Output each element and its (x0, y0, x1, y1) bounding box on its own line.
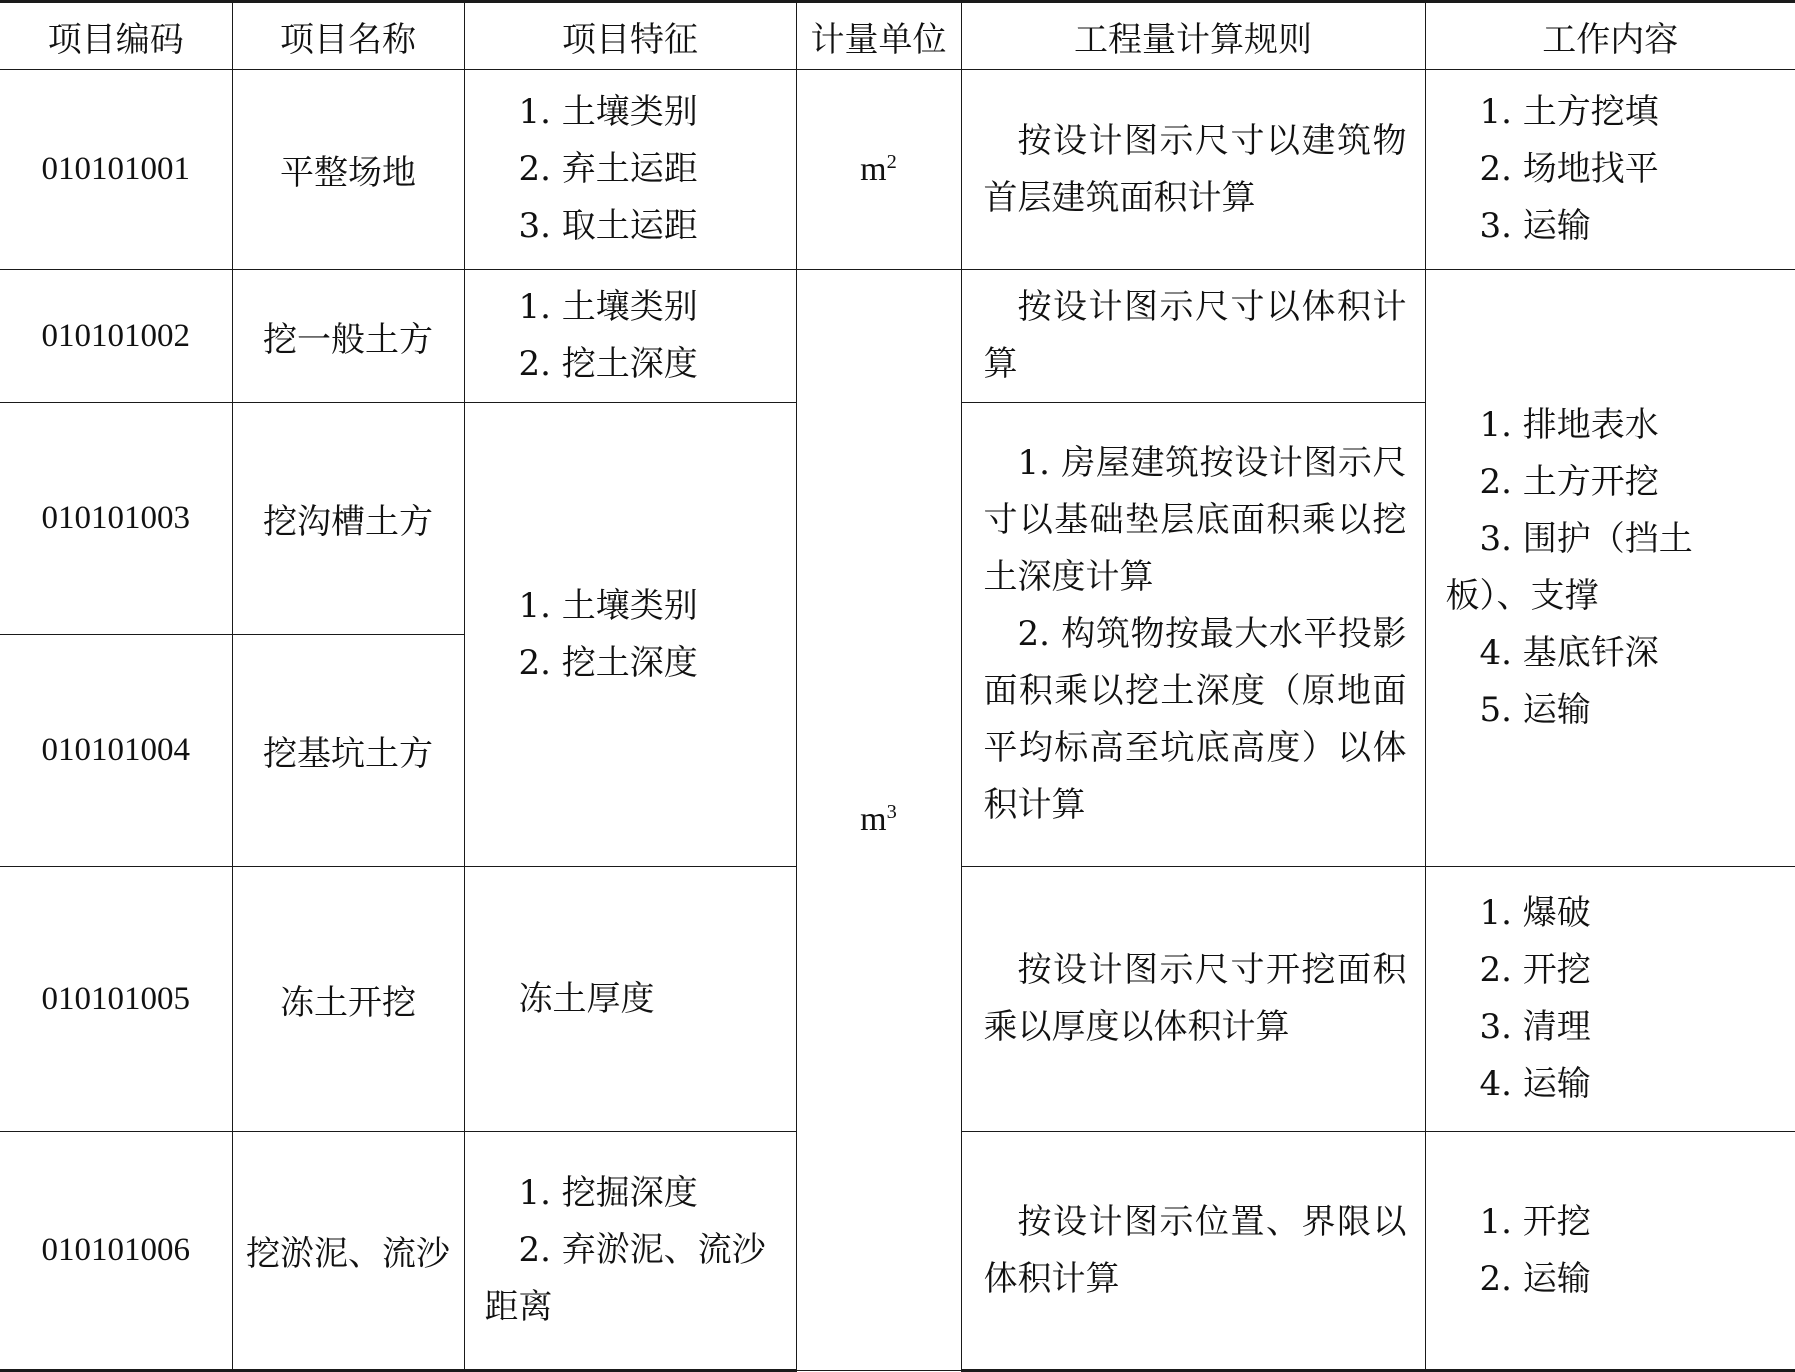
item-name: 挖沟槽土方 (232, 403, 464, 635)
work-line: 4. 基底钎深 (1479, 633, 1659, 673)
item-name: 挖一般土方 (232, 270, 464, 403)
unit-cell (796, 270, 961, 1371)
header-unit: 计量单位 (796, 2, 961, 70)
unit-base: m (860, 150, 887, 188)
header-work-content: 工作内容 (1425, 2, 1795, 70)
calc-rule (961, 70, 1425, 270)
work-content (1425, 1132, 1795, 1371)
feature-line: 冻土厚度 (518, 978, 655, 1019)
work-line: 1. 排地表水 (1479, 405, 1659, 445)
unit-base: m (860, 801, 887, 838)
header-row (0, 2, 1795, 70)
item-features (464, 70, 796, 270)
item-code: 010101006 (0, 1132, 232, 1371)
header-item-code: 项目编码 (0, 2, 232, 70)
header-calc-rule: 工程量计算规则 (961, 2, 1425, 70)
work-line: 1. 土方挖填 (1479, 92, 1659, 132)
feature-line: 1. 土壤类别 (518, 585, 698, 626)
item-code: 010101005 (0, 867, 232, 1132)
calc-rule (961, 403, 1425, 867)
header-item-features: 项目特征 (464, 2, 796, 70)
feature-line: 1. 挖掘深度 (518, 1173, 698, 1213)
item-features (464, 1132, 796, 1371)
work-line: 1. 开挖 (1479, 1201, 1591, 1242)
item-features (464, 403, 796, 867)
work-content (1425, 70, 1795, 270)
item-code: 010101004 (0, 635, 232, 867)
calc-rule (961, 867, 1425, 1132)
rule-text: 按设计图示尺寸开挖面积乘以厚度以体积计算 (983, 950, 1407, 1047)
rule-text: 1. 房屋建筑按设计图示尺寸以基础垫层底面积乘以挖土深度计算 (983, 443, 1407, 597)
item-features (464, 867, 796, 1132)
item-code: 010101001 (0, 70, 232, 270)
feature-line: 3. 取土运距 (518, 206, 698, 246)
work-line: 3. 围护（挡土板）、支撑 (1445, 519, 1693, 616)
calc-rule (961, 270, 1425, 403)
work-line: 4. 运输 (1479, 1064, 1591, 1104)
item-code: 010101002 (0, 270, 232, 403)
rule-text: 2. 构筑物按最大水平投影面积乘以挖土深度（原地面平均标高至坑底高度）以体积计算 (983, 614, 1407, 825)
feature-line: 2. 弃土运距 (518, 149, 698, 189)
item-name: 冻土开挖 (232, 867, 464, 1132)
table-row (0, 70, 1795, 270)
work-line: 3. 清理 (1479, 1007, 1591, 1047)
header-item-name: 项目名称 (232, 2, 464, 70)
rule-text: 按设计图示尺寸以体积计算 (983, 287, 1407, 384)
feature-line: 2. 挖土深度 (518, 344, 698, 384)
work-line: 2. 场地找平 (1479, 149, 1659, 189)
feature-line: 1. 土壤类别 (518, 92, 698, 132)
work-line: 1. 爆破 (1479, 893, 1591, 933)
feature-line: 2. 挖土深度 (518, 642, 698, 683)
work-line: 2. 运输 (1479, 1258, 1591, 1299)
work-line: 5. 运输 (1479, 690, 1591, 730)
work-line: 3. 运输 (1479, 206, 1591, 246)
feature-line: 2. 弃淤泥、流沙距离 (484, 1230, 766, 1327)
rule-text: 按设计图示尺寸以建筑物首层建筑面积计算 (983, 120, 1407, 218)
unit-exponent: 2 (886, 150, 897, 173)
work-line: 2. 开挖 (1479, 950, 1591, 990)
rule-text: 按设计图示位置、界限以体积计算 (983, 1201, 1407, 1299)
item-name: 挖淤泥、流沙 (232, 1132, 464, 1371)
work-content (1425, 270, 1795, 867)
feature-line: 1. 土壤类别 (518, 287, 698, 327)
item-features (464, 270, 796, 403)
unit-cell (796, 70, 961, 270)
work-line: 2. 土方开挖 (1479, 462, 1659, 502)
item-name: 平整场地 (232, 70, 464, 270)
item-code: 010101003 (0, 403, 232, 635)
table-row (0, 270, 1795, 403)
work-content (1425, 867, 1795, 1132)
item-name: 挖基坑土方 (232, 635, 464, 867)
unit-exponent: 3 (886, 800, 897, 823)
calc-rule (961, 1132, 1425, 1371)
